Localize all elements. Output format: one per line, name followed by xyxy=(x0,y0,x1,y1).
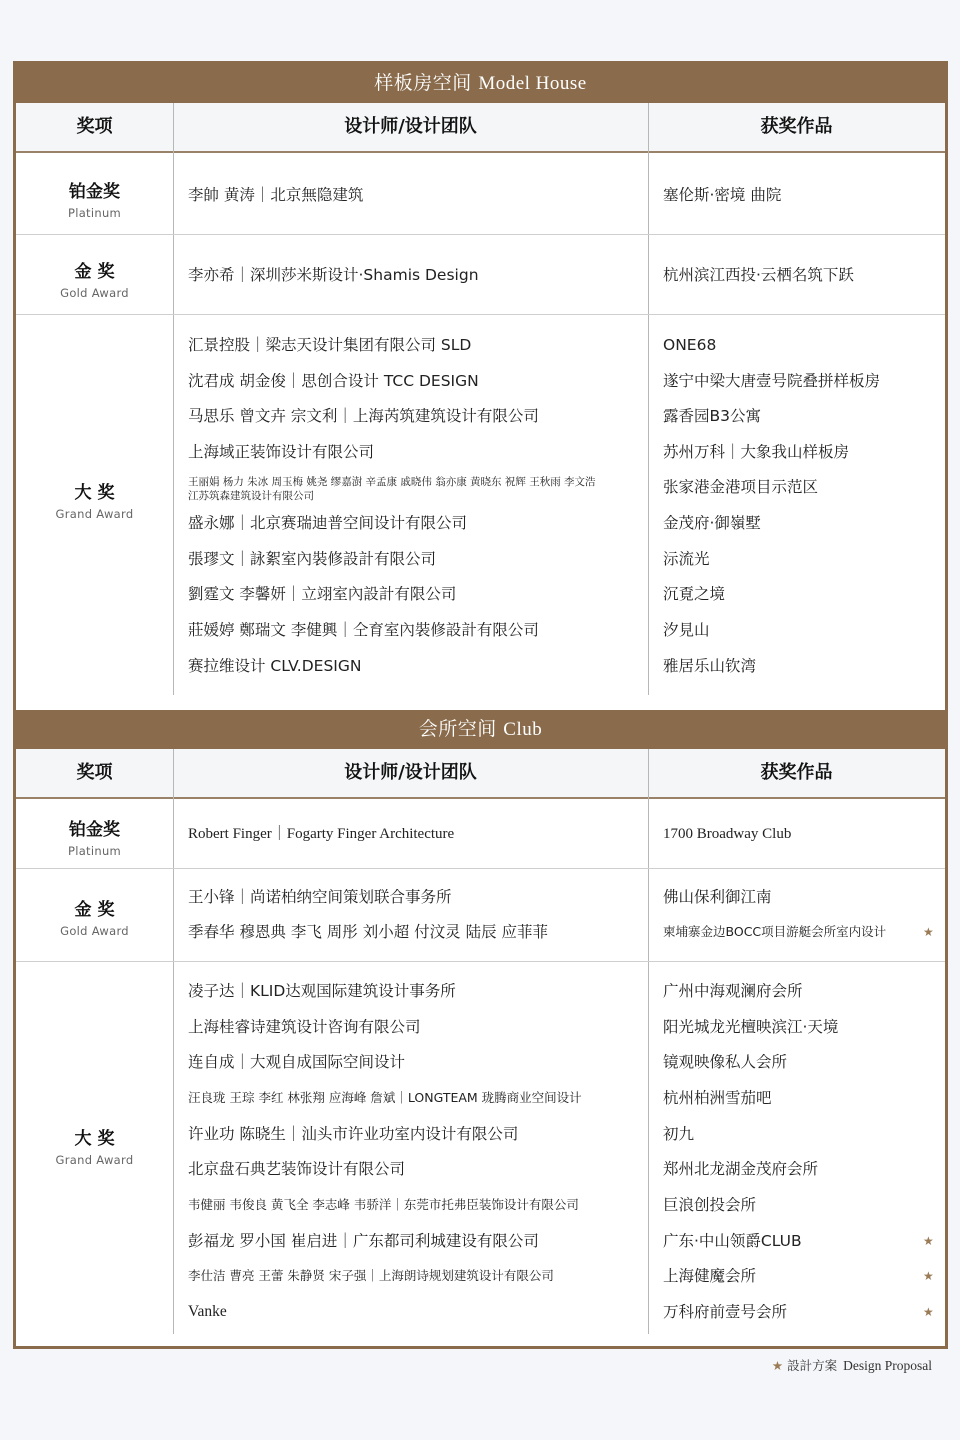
star-icon: ★ xyxy=(923,1305,934,1319)
designer-entry: Robert Finger｜Fogarty Finger Architecture xyxy=(188,826,455,842)
work-entry: 初九 xyxy=(663,1125,695,1143)
row-divider xyxy=(16,314,945,315)
award-name-en: Gold Award xyxy=(60,286,129,300)
work-entry: 苏州万科｜大象我山样板房 xyxy=(663,443,850,461)
designer-entry: 李帥 黄涛｜北京無隐建筑 xyxy=(188,186,364,204)
divider xyxy=(648,103,649,153)
designer-entry: 彭福龙 罗小国 崔启进｜广东都司利城建设有限公司 xyxy=(188,1232,539,1250)
column-header-row xyxy=(16,103,945,153)
work-entry: ONE68 xyxy=(663,336,717,354)
designer-entry: 汪良珑 王琮 李红 林张翔 应海峰 詹斌｜LONGTEAM 珑腾商业空间设计 xyxy=(188,1090,582,1105)
award-gold xyxy=(16,257,173,300)
award-grand xyxy=(16,478,173,521)
award-name: 金 奖 xyxy=(74,262,115,282)
section-title-cn: 样板房空间 xyxy=(374,72,472,94)
work-entry: 佛山保利御江南 xyxy=(663,888,772,906)
designer-entry: 凌子达｜KLID达观国际建筑设计事务所 xyxy=(188,982,456,1000)
designer-entry: 马思乐 曾文卉 宗文利｜上海芮筑建筑设计有限公司 xyxy=(188,407,539,425)
designer-entry: 莊媛婷 鄭瑞文 李健興｜仝育室內裝修設計有限公司 xyxy=(188,621,539,639)
designer-entry: Vanke xyxy=(188,1303,227,1320)
work-entry: 塞伦斯·密境 曲院 xyxy=(663,186,782,204)
header-award: 奖项 xyxy=(76,762,113,783)
work-entry: 郑州北龙湖金茂府会所 xyxy=(663,1160,819,1178)
work-entry: 广州中海观澜府会所 xyxy=(663,982,803,1000)
work-entry: 万科府前壹号会所 xyxy=(663,1303,788,1321)
section-title-en: Model House xyxy=(478,73,587,94)
section-title-model-house xyxy=(16,64,945,103)
star-icon: ★ xyxy=(771,1358,784,1373)
designer-entry: 北京盘石典艺装饰设计有限公司 xyxy=(188,1160,406,1178)
header-work: 获奖作品 xyxy=(760,762,833,783)
award-name: 铂金奖 xyxy=(69,820,120,840)
designer-entry: 盛永娜｜北京赛瑞迪普空间设计有限公司 xyxy=(188,514,468,532)
work-entry: 杭州柏洲雪茄吧 xyxy=(663,1089,772,1107)
work-entry: 巨浪创投会所 xyxy=(663,1196,757,1214)
column-header-row xyxy=(16,749,945,799)
footer-legend-cn: 設計方案 xyxy=(787,1358,838,1373)
award-platinum xyxy=(16,177,173,220)
row-divider xyxy=(16,868,945,869)
work-entry: 1700 Broadway Club xyxy=(663,826,792,842)
work-entry: 广东·中山领爵CLUB xyxy=(663,1232,802,1250)
award-grand xyxy=(16,1124,173,1167)
divider xyxy=(173,799,174,1334)
award-name-en: Gold Award xyxy=(60,924,129,938)
awards-table xyxy=(13,61,948,1349)
award-name: 金 奖 xyxy=(74,900,115,920)
award-name: 大 奖 xyxy=(74,1129,115,1149)
header-designer: 设计师/设计团队 xyxy=(344,762,477,783)
designer-entry: 上海域正装饰设计有限公司 xyxy=(188,443,375,461)
footer-legend xyxy=(772,1356,932,1374)
award-name: 铂金奖 xyxy=(69,182,120,202)
section-title-club xyxy=(16,710,945,749)
section-title-cn: 会所空间 xyxy=(418,718,497,740)
work-entry: 镜观映像私人会所 xyxy=(663,1053,788,1071)
award-name-en: Grand Award xyxy=(55,1153,134,1167)
designer-entry: 王小锋｜尚诺柏纳空间策划联合事务所 xyxy=(188,888,452,906)
star-icon: ★ xyxy=(923,1234,934,1248)
work-entry: 沶流光 xyxy=(663,550,710,568)
designer-entry: 劉霆文 李馨妍｜立翊室內設計有限公司 xyxy=(188,585,457,603)
divider xyxy=(173,749,174,799)
award-platinum xyxy=(16,815,173,858)
header-designer: 设计师/设计团队 xyxy=(344,116,477,137)
designer-entry: 張璆文｜詠絮室內裝修設計有限公司 xyxy=(188,550,437,568)
work-entry: 金茂府·御嶺墅 xyxy=(663,514,761,532)
designer-entry: 李亦希｜深圳莎米斯设计·Shamis Design xyxy=(188,266,479,284)
footer-legend-en: Design Proposal xyxy=(843,1358,932,1373)
divider xyxy=(173,103,174,153)
work-entry: 上海健魔会所 xyxy=(663,1267,757,1285)
work-entry: 阳光城龙光檀映滨江·天境 xyxy=(663,1018,839,1036)
award-name-en: Platinum xyxy=(67,844,122,858)
work-entry: 张家港金港项目示范区 xyxy=(663,478,819,496)
designer-entry: 韦健丽 韦俊良 黄飞全 李志峰 韦骄洋｜东莞市托弗臣装饰设计有限公司 xyxy=(188,1197,579,1212)
row-divider xyxy=(16,961,945,962)
designer-entry: 上海桂睿诗建筑设计咨询有限公司 xyxy=(188,1018,421,1036)
designer-entry: 连自成｜大观自成国际空间设计 xyxy=(188,1053,406,1071)
award-name-en: Grand Award xyxy=(55,507,134,521)
header-award: 奖项 xyxy=(76,116,113,137)
section-title-en: Club xyxy=(503,719,543,740)
divider xyxy=(648,749,649,799)
designer-entry: 沈君成 胡金俊｜思创合设计 TCC DESIGN xyxy=(188,372,479,390)
award-gold xyxy=(16,895,173,938)
work-entry: 雅居乐山钦湾 xyxy=(663,657,757,675)
work-entry: 柬埔寨金边BOCC项目游艇会所室内设计 xyxy=(663,924,887,939)
designer-entry: 汇景控股｜梁志天设计集团有限公司 SLD xyxy=(188,336,472,354)
divider xyxy=(648,799,649,1334)
row-divider xyxy=(16,234,945,235)
work-entry: 露香园B3公寓 xyxy=(663,407,761,425)
designer-entry: 江苏筑森建筑设计有限公司 xyxy=(188,490,314,502)
award-name-en: Platinum xyxy=(67,206,122,220)
award-name: 大 奖 xyxy=(74,483,115,503)
designer-entry: 季春华 穆恩典 李飞 周彤 刘小超 付汶灵 陆辰 应菲菲 xyxy=(188,923,548,941)
star-icon: ★ xyxy=(923,1269,934,1283)
star-icon: ★ xyxy=(923,925,934,939)
designer-entry: 李仕洁 曹亮 王蕾 朱静贤 宋子强｜上海朗诗规划建筑设计有限公司 xyxy=(188,1268,554,1283)
designer-entry: 王丽娟 杨力 朱冰 周玉梅 姚尧 缪嘉澍 辛孟康 戚晓伟 翁亦康 黄晓东 祝辉 王秋雨 李文浩 xyxy=(188,476,596,488)
work-entry: 遂宁中梁大唐壹号院叠拼样板房 xyxy=(663,372,881,390)
designer-entry: 许业功 陈晓生｜汕头市许业功室内设计有限公司 xyxy=(188,1125,519,1143)
work-entry: 杭州滨江西投·云栖名筑下跃 xyxy=(663,266,854,284)
header-work: 获奖作品 xyxy=(760,116,833,137)
designer-entry: 赛拉维设计 CLV.DESIGN xyxy=(188,657,362,675)
work-entry: 汐見山 xyxy=(663,621,710,639)
work-entry: 沉覔之境 xyxy=(663,585,726,603)
